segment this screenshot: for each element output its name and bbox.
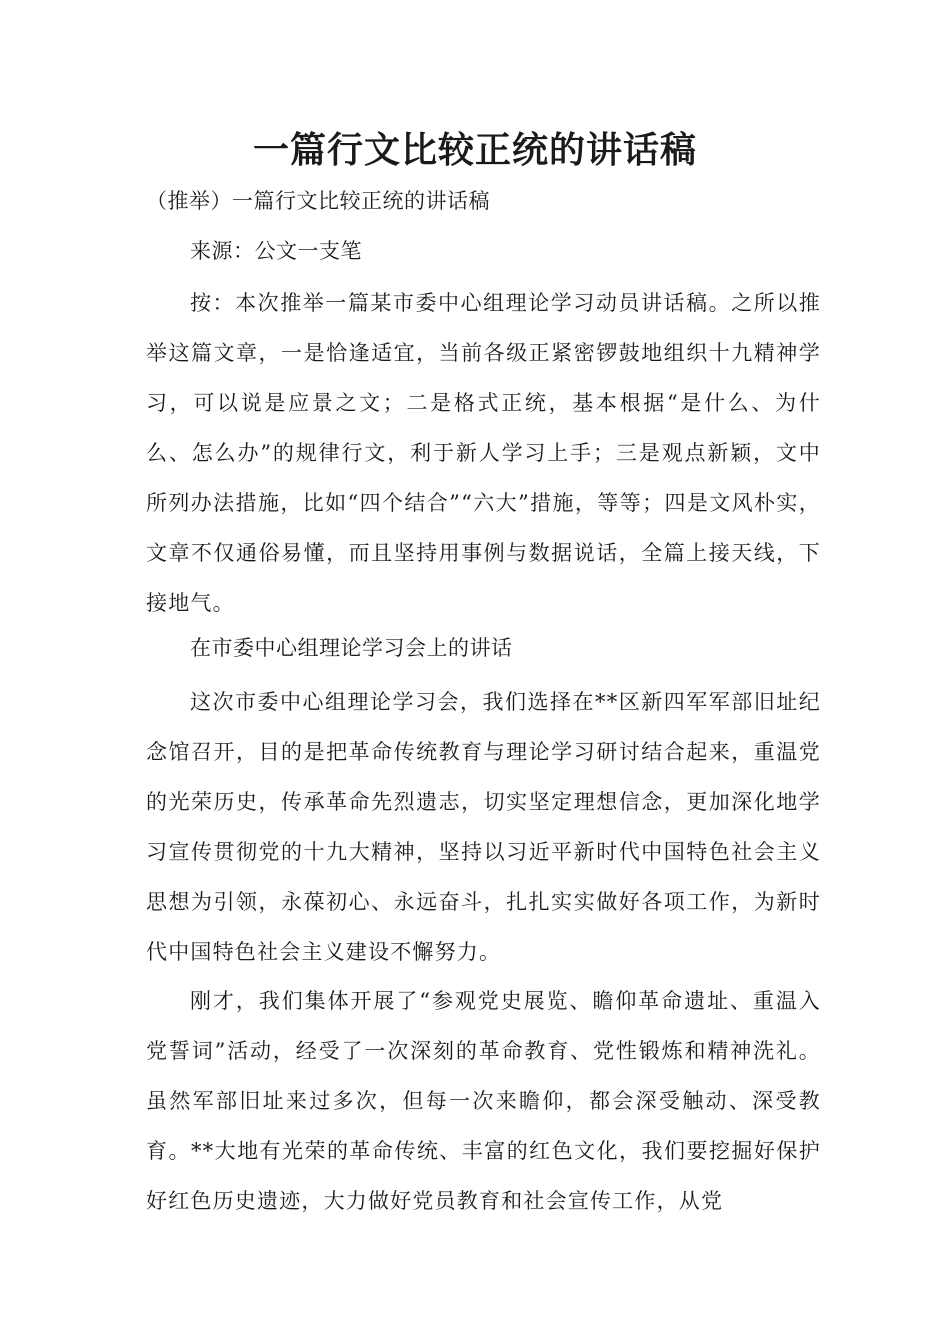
body-paragraph-1: 这次市委中心组理论学习会，我们选择在**区新四军军部旧址纪念馆召开，目的是把革命传统教育与理论学习研讨结合起来，重温党的光荣历史，传承革命先烈遗志，切实坚定理想信念，更加深化地学习宣传贯彻党的十九大精神，坚持以习近平新时代中国特色社会主义思想为引领，永葆初心、永远奋斗，扎扎实实做好各项工作，为新时代中国特色社会主义建设不懈努力。 <box>146 690 821 964</box>
document-title: 一篇行文比较正统的讲话稿 <box>252 130 697 171</box>
source-line: 来源：公文一支笔 <box>190 239 362 263</box>
body-paragraph-2: 刚才，我们集体开展了“参观党史展览、瞻仰革命遗址、重温入党誓词”活动，经受了一次深刻的革命教育、党性锻炼和精神洗礼。虽然军部旧址来过多次，但每一次来瞻仰，都会深受触动、深受教育。**大地有光荣的革命传统、丰富的红色文化，我们要挖掘好保护好红色历史遗迹，大力做好党员教育和社会宣传工作，从党 <box>146 989 821 1213</box>
document-subtitle: （推举）一篇行文比较正统的讲话稿 <box>146 189 490 213</box>
editor-note-paragraph: 按：本次推举一篇某市委中心组理论学习动员讲话稿。之所以推举这篇文章，一是恰逢适宜，当前各级正紧密锣鼓地组织十九精神学习，可以说是应景之文；二是格式正统，基本根据“是什么、为什么、怎么办”的规律行文，利于新人学习上手；三是观点新颖，文中所列办法措施，比如“四个结合”“六大”措施，等等；四是文风朴实，文章不仅通俗易懂，而且坚持用事例与数据说话，全篇上接天线，下接地气。 <box>146 291 821 615</box>
speech-heading: 在市委中心组理论学习会上的讲话 <box>190 636 513 660</box>
